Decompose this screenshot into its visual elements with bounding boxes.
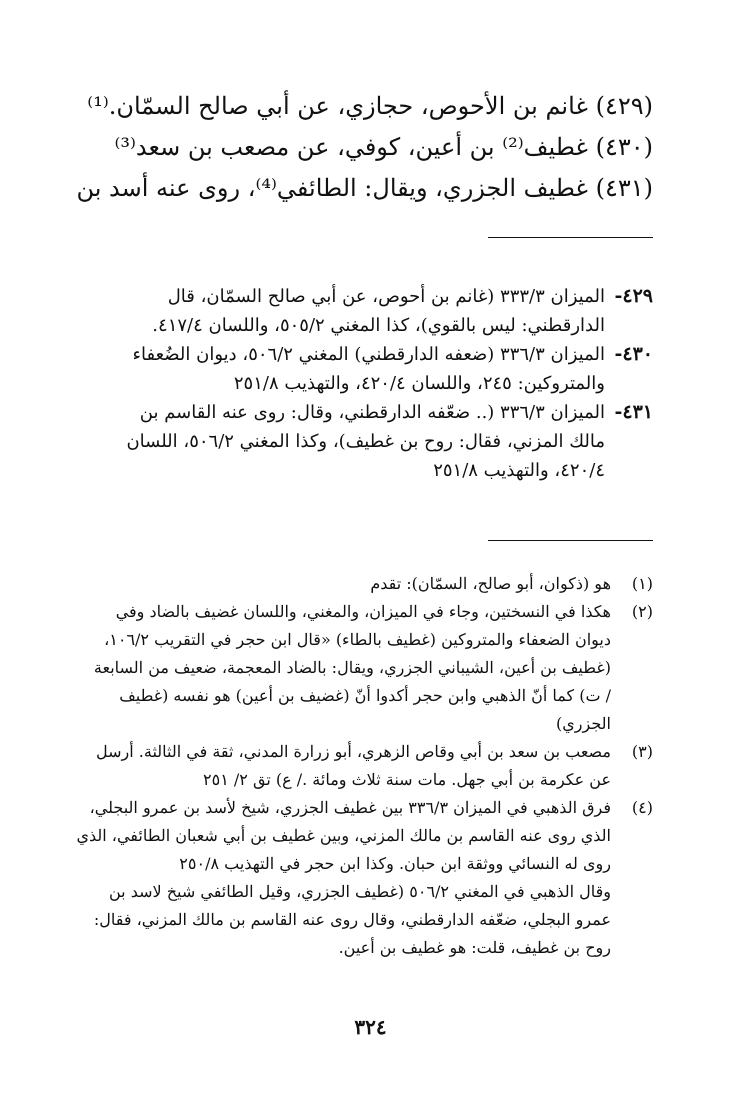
source-entry-431 [93,398,653,485]
footnote-line: روح بن غطيف، قلت: هو غطيف بن أعين. [338,938,611,957]
footnote-1 [93,570,653,598]
main-entry-429: (٤٢٩) غانم بن الأحوص، حجازي، عن أبي صالح السمّان.⁽¹⁾ [87,92,653,120]
source-line: والمتروكين: ٢٤٥، واللسان ٤٢٠/٤، والتهذيب ٢٥١/٨ [233,373,605,394]
footnote-number: (٤) [631,798,653,817]
source-entry-number: ٤٣١- [614,401,653,423]
footnote-line: وقال الذهبي في المغني ٥٠٦/٢ (غطيف الجزري، وقيل الطائفي شيخ لاسد بن [108,882,611,901]
footnotes [76,570,653,962]
footnote-line: (غطيف بن أعين، الشيباني الجزري، ويقال: بالضاد المعجمة، ضعيف من السابعة [93,658,611,677]
source-line: الدارقطني: ليس بالقوي)، كذا المغني ٥٠٥/٢، واللسان ٤١٧/٤. [152,315,605,336]
source-line: الميزان ٣٣٣/٣ (غانم بن أحوص، عن أبي صالح السمّان، قال [167,286,605,307]
footnote-3 [93,738,653,794]
source-entry-number: ٤٣٠- [614,343,653,365]
footnote-line: / ت) كما أنّ الذهبي وابن حجر أكدوا أنّ (غضيف بن أعين) هو نفسه (غطيف [119,686,611,705]
source-line: ٤٢٠/٤، والتهذيب ٢٥١/٨ [433,460,605,481]
source-line: مالك المزني، فقال: روح بن غطيف)، وكذا المغني ٥٠٦/٢، اللسان [126,431,605,452]
footnote-line: هو (ذكوان، أبو صالح، السمّان): تقدم [370,574,611,593]
footnote-line: روى له النسائي ووثقة ابن حبان. وكذا ابن حجر في التهذيب ٢٥٠/٨ [179,854,611,873]
main-entries [76,86,653,209]
footnote-line: الذي روى عنه القاسم بن مالك المزني، وبين غطيف بن أبي شعبان الطائفي، الذي [76,826,611,845]
footnote-number: (٣) [631,742,653,761]
footnote-line: عن عكرمة بن أبي جهل. مات سنة ثلاث ومائة ./ ع) تق ٢/ ٢٥١ [203,770,611,789]
source-line: الميزان ٣٣٦/٣ (ضعفه الدارقطني) المغني ٥٠٦/٢، ديوان الضُعفاء [132,344,605,365]
main-entry-431: (٤٣١) غطيف الجزري، ويقال: الطائفي⁽⁴⁾، روى عنه أسد بن [76,174,653,202]
page-number: ٣٢٤ [354,1015,387,1039]
footnote-line: عمرو البجلي، ضعّفه الدارقطني، وقال روى عنه القاسم بن مالك المزني، فقال: [93,910,611,929]
footnote-2 [93,598,653,738]
footnote-line: هكذا في النسختين، وجاء في الميزان، والمغني، واللسان غضيف بالضاد وفي [115,602,611,621]
top-divider [488,237,653,238]
source-line: الميزان ٣٣٦/٣ (.. ضعّفه الدارقطني، وقال: روى عنه القاسم بن [139,402,605,423]
source-references [93,282,653,485]
source-entry-430 [93,340,653,398]
footnote-line: ديوان الضعفاء والمتروكين (غطيف بالطاء) «قال ابن حجر في التقريب ١٠٦/٢، [104,630,611,649]
footnote-divider [488,540,653,541]
footnote-line: مصعب بن سعد بن أبي وقاص الزهري، أبو زرارة المدني، ثقة في الثالثة. أرسل [96,742,611,761]
footnote-number: (٢) [631,602,653,621]
footnote-line: فرق الذهبي في الميزان ٣٣٦/٣ بين غطيف الجزري، شيخ لأسد بن عمرو البجلي، [89,798,611,817]
source-entry-429 [93,282,653,340]
footnote-4 [76,794,653,962]
footnote-number: (١) [631,574,653,593]
footnote-line: الجزري) [556,714,611,733]
main-entry-430: (٤٣٠) غطيف⁽²⁾ بن أعين، كوفي، عن مصعب بن سعد⁽³⁾ [114,133,653,161]
source-entry-number: ٤٢٩- [614,285,653,307]
